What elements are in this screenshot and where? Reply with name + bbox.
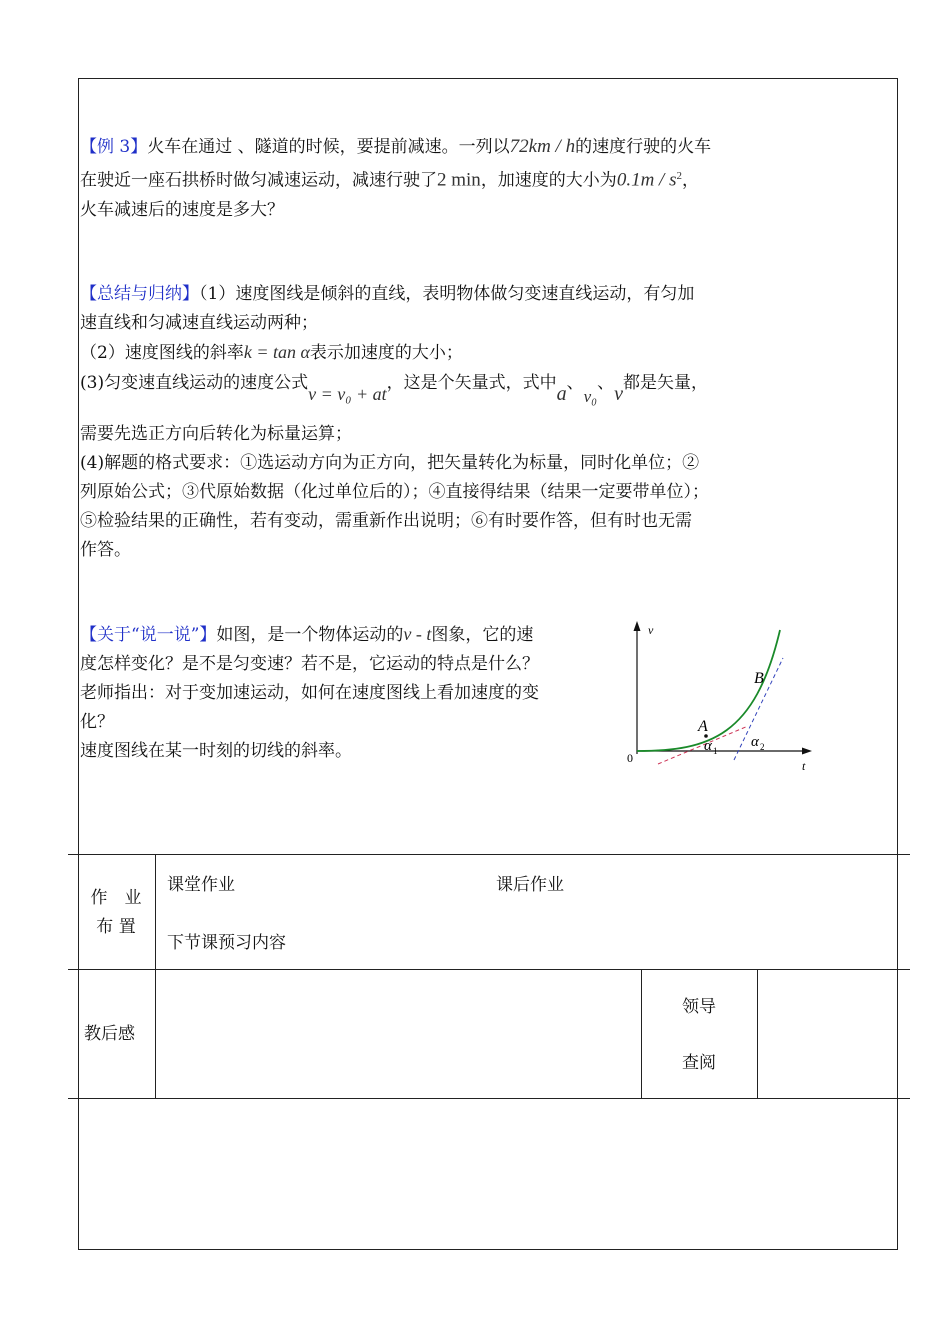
- accel-value: 0.1m / s: [616, 169, 677, 191]
- slope-formula: k = tan α: [243, 342, 310, 362]
- leader-label: 领导: [682, 997, 716, 1017]
- homework-label-line-1: 作 业: [90, 888, 142, 908]
- velocity-curve: [637, 630, 780, 751]
- velocity-formula: v = v₀ + at: [308, 384, 387, 404]
- table-col-divider-1: [155, 854, 156, 1098]
- homework-label-line-2: 布 置: [96, 917, 136, 937]
- table-col-divider-3: [757, 969, 758, 1098]
- point-a-label: A: [698, 718, 708, 735]
- summary-block: 【总结与归纳】（1）速度图线是倾斜的直线，表明物体做匀变速直线运动，有匀加 速直线和匀减速直线运动两种； （2）速度图线的斜率k = tan α表示加速度的大小； (3)匀变速直线运动的速度公式v = v₀ + at，这是个矢量式，式中a、v₀、v都是矢量， 需要先选正方向后转化为标量运算； (4)解题的格式要求：①选运动方向为正方向，把矢量转化为标量，同时化单位；② 列原始公式；③代原始数据（化过单位后的）；④直接得结果（结果一定要带单位）； ⑤检验结果的正确性，若有变动，需重新作出说明；⑥有时要作答，但有时也无需 作答。: [80, 284, 709, 560]
- example-3-label: 【例 3】: [80, 137, 148, 157]
- table-col-divider-2: [641, 969, 642, 1098]
- after-work-label: 课后作业: [496, 875, 564, 895]
- x-axis-arrow-icon: [802, 748, 812, 755]
- table-line-1: [68, 854, 910, 855]
- point-b-label: B: [754, 670, 764, 687]
- y-axis-arrow-icon: [634, 621, 641, 631]
- class-work-label: 课堂作业: [167, 875, 235, 895]
- example-3-line-1: 【例 3】火车在通过 、隧道的时候，要提前减速。一列以72km / h的速度行驶的火车: [80, 136, 712, 157]
- example-3-line-2: 在驶近一座石拱桥时做匀减速运动，减速行驶了2 min，加速度的大小为$0.1m / s^2$，: [80, 169, 699, 191]
- alpha-2-subscript: 2: [760, 742, 765, 752]
- example-3-line-3: 火车减速后的速度是多大？: [80, 199, 284, 220]
- vt-graph: [620, 618, 820, 778]
- y-axis-label: v: [648, 623, 654, 637]
- talk-label: 【关于“说一说”】: [80, 625, 217, 645]
- talk-block: 【关于“说一说”】如图，是一个物体运动的v - t图象，它的速 度怎样变化？是不是匀变速？若不是，它运动的特点是什么？ 老师指出：对于变加速运动，如何在速度图线上看加速度的变 化？ 速度图线在某一时刻的切线的斜率。: [80, 624, 539, 761]
- summary-label: 【总结与归纳】: [80, 284, 199, 304]
- preview-label: 下节课预习内容: [167, 933, 286, 953]
- table-line-2: [68, 969, 910, 970]
- alpha-2-label: α: [751, 734, 759, 750]
- table-line-3: [68, 1098, 910, 1099]
- reflection-label: 教后感: [84, 1024, 135, 1044]
- review-label: 查阅: [682, 1053, 716, 1073]
- example-3-block: [80, 132, 765, 225]
- alpha-1-subscript: 1: [713, 746, 718, 756]
- alpha-1-label: α: [704, 738, 712, 754]
- speed-value: 72km / h: [509, 136, 576, 157]
- origin-label: 0: [627, 751, 633, 765]
- x-axis-label: t: [802, 759, 806, 773]
- time-value: 2 min: [437, 169, 481, 191]
